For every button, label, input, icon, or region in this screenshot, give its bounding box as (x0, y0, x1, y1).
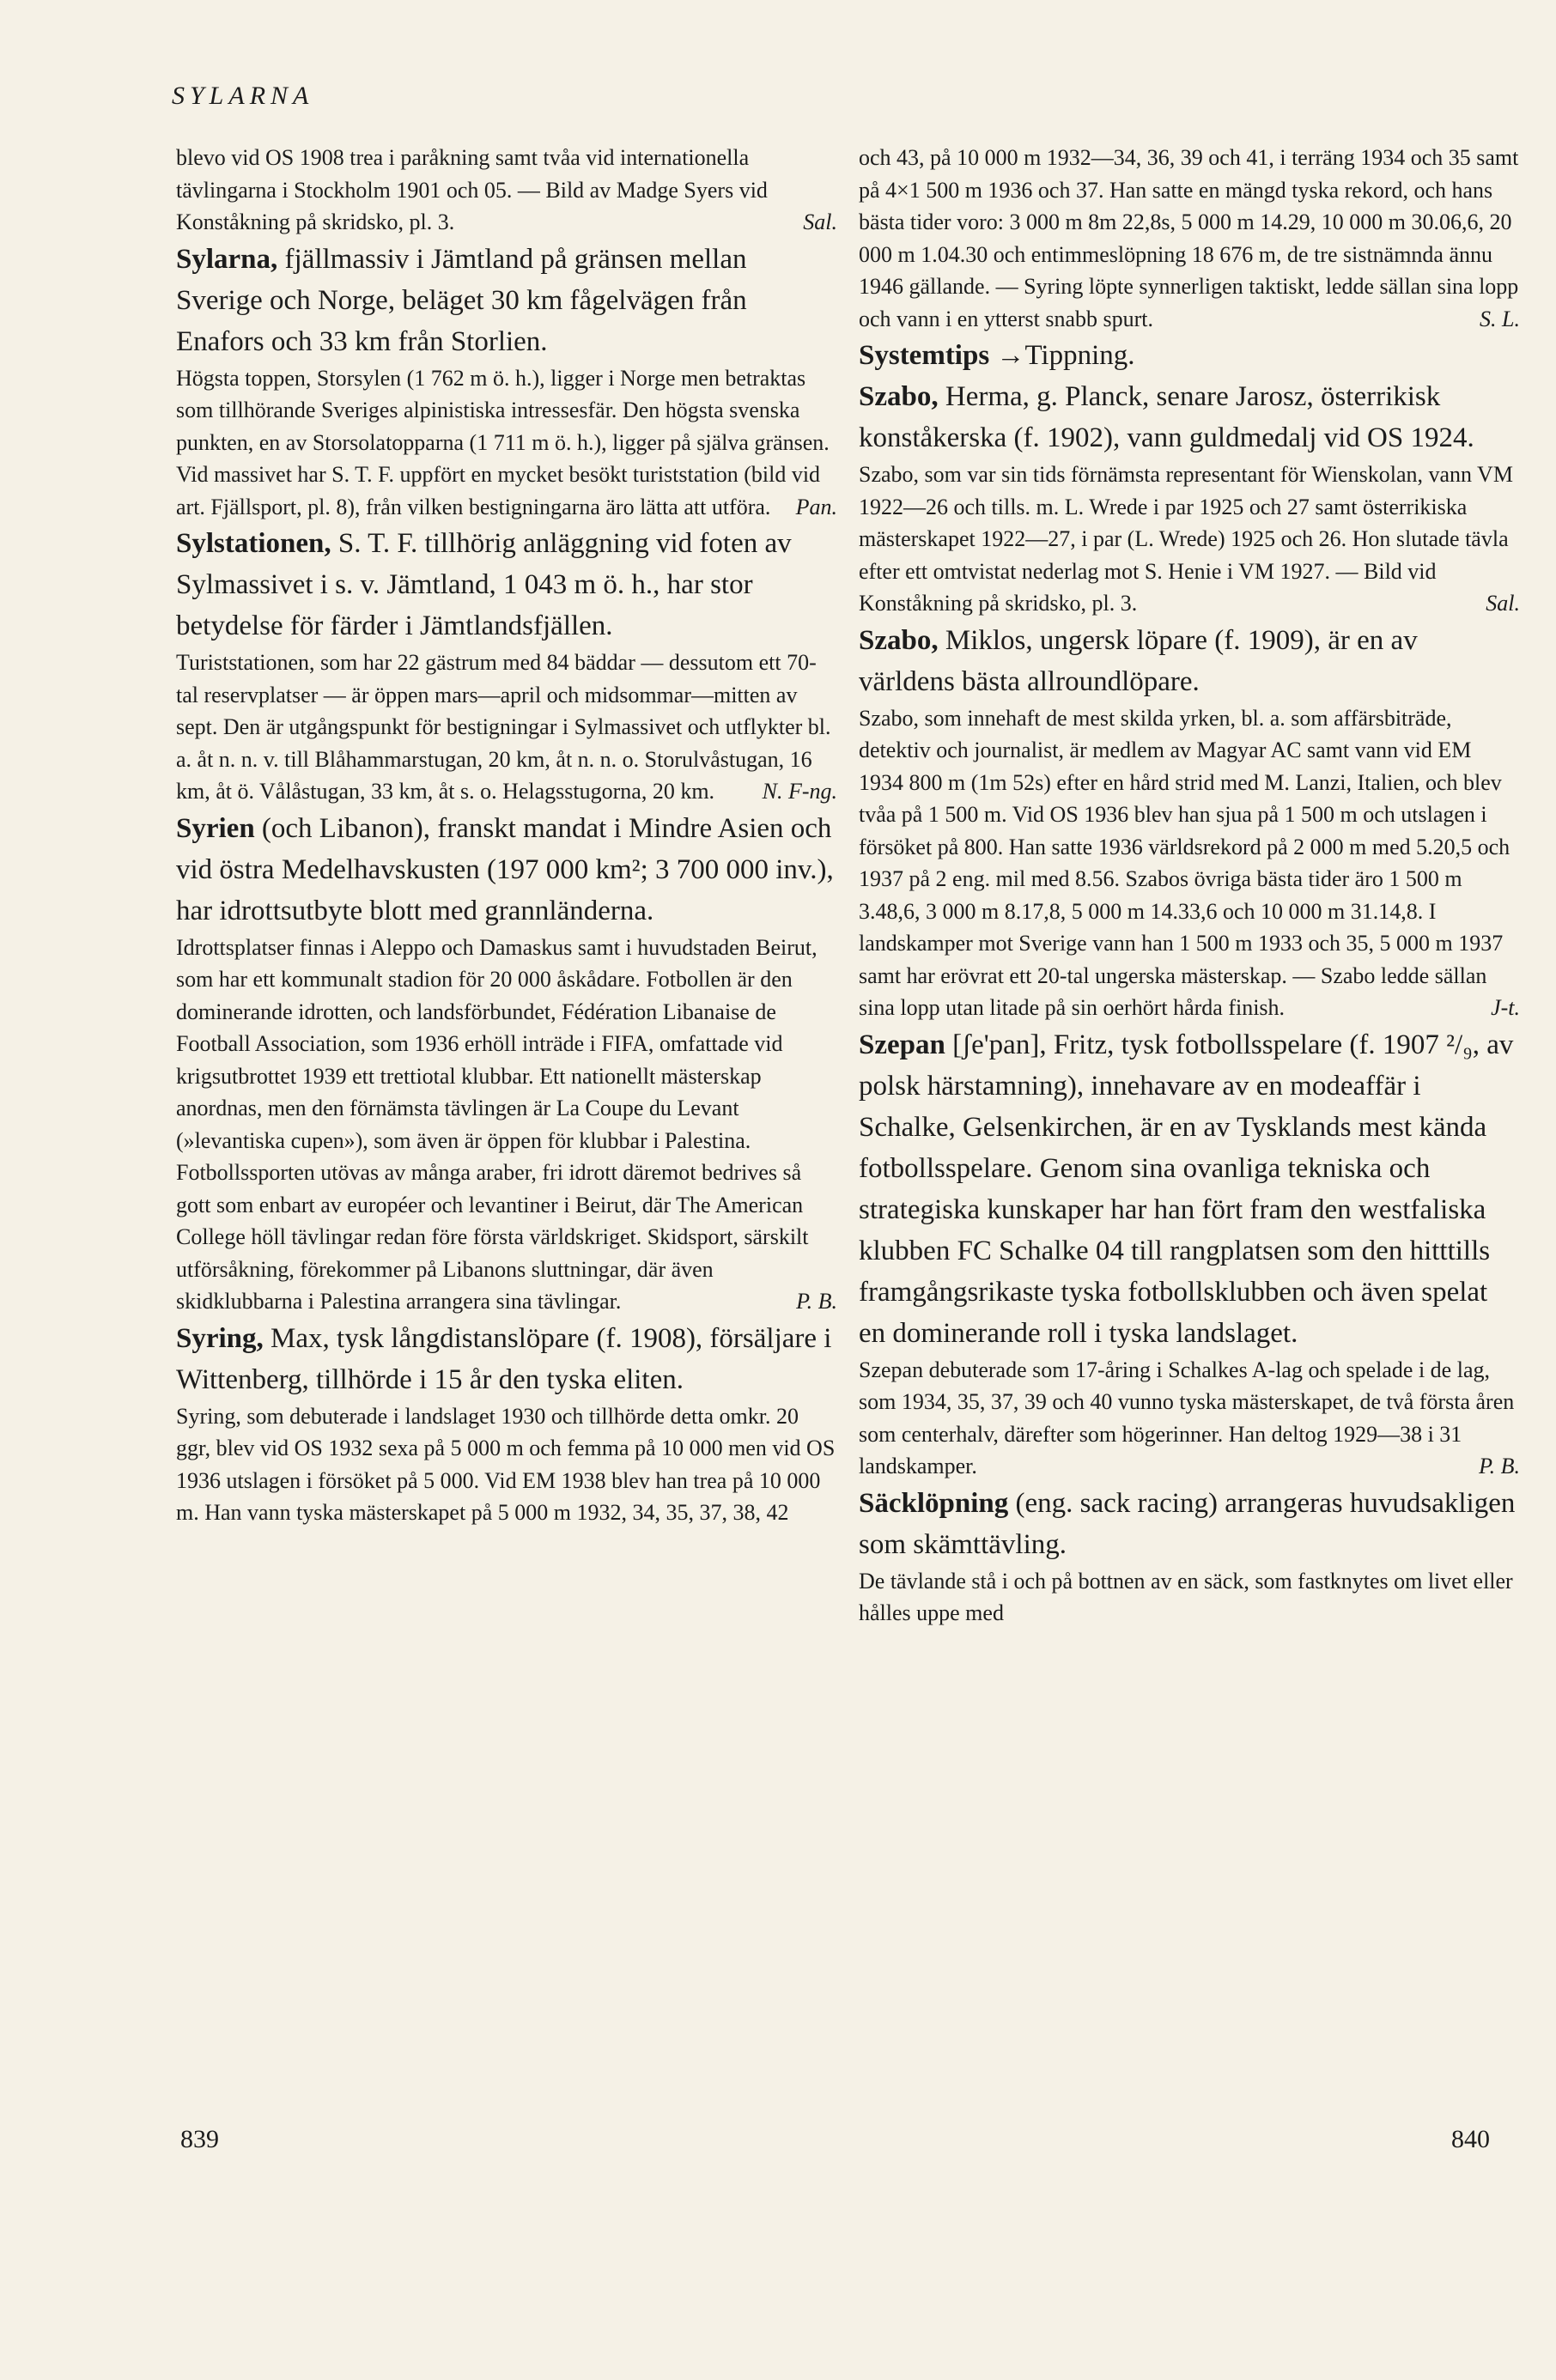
entry-syring: Syring, Max, tysk långdistanslöpare (f. 1908), försäljare i Wittenberg, tillhörde i 15 år den tyska eliten. (176, 1322, 832, 1395)
entry-szabo-miklos-body: Szabo, som innehaft de mest skilda yrken, bl. a. som affärsbiträde, detektiv och journalist, är medlem av Magyar AC samt vann vid EM 1934 800 m (1m 52s) efter en hård strid med M. Lanzi, Italien, och blev tvåa på 1 500 m. Vid OS 1936 blev han sjua på 1 500 m och utslagen i försöket på 800. Han satte 1936 världsrekord på 2 000 m med 5.20,5 och 1937 på 2 eng. mil med 8.56. Szabos övriga bästa tider äro 1 500 m 3.48,6, 3 000 m 8.17,8, 5 000 m 14.33,6 och 10 000 m 31.14,8. I landskamper mot Sverige vann han 1 500 m 1933 och 35, 5 000 m 1937 samt har erövrat ett 20-tal ungerska mästerskap. — Szabo ledde sällan sina lopp utan litade på sin oerhört hårda finish. J-t. (859, 702, 1520, 1024)
entry-sylstationen: Sylstationen, S. T. F. tillhörig anläggning vid foten av Sylmassivet i s. v. Jämtland, 1 043 m ö. h., har stor betydelse för färder i Jämtlandsfjällen. (176, 528, 792, 641)
entry-szabo-miklos: Szabo, Miklos, ungersk löpare (f. 1909), är en av världens bästa allroundlöpare. (859, 624, 1418, 697)
headword: Szabo, (859, 624, 939, 656)
signature: S. L. (1480, 306, 1520, 331)
headword: Systemtips (859, 340, 990, 371)
entry-syrien: Syrien (och Libanon), franskt mandat i Mindre Asien och vid östra Medelhavskusten (197 000 km²; 3 700 000 inv.), har idrottsutbyte blott med grannländerna. (176, 812, 834, 926)
headword: Syring, (176, 1322, 264, 1354)
entry-syring-body: Syring, som debuterade i landslaget 1930 och tillhörde detta omkr. 20 ggr, blev vid OS 1932 sexa på 5 000 m och femma på 10 000 men vid OS 1936 utslagen i försöket på 5 000. Vid EM 1938 blev han trea på 10 000 m. Han vann tyska mästerskapet på 5 000 m 1932, 34, 35, 37, 38, 42 (176, 1403, 836, 1525)
signature: Sal. (803, 209, 837, 234)
signature: Pan. (795, 494, 837, 519)
entry-szabo-herma: Szabo, Herma, g. Planck, senare Jarosz, österrikisk konståkerska (f. 1902), vann guldmedalj vid OS 1924. (859, 381, 1474, 453)
entry-sylarna: Sylarna, fjällmassiv i Jämtland på gränsen mellan Sverige och Norge, beläget 30 km fågelvägen från Enafors och 33 km från Storlien. (176, 243, 747, 357)
entry-syrien-body: Idrottsplatser finnas i Aleppo och Damaskus samt i huvudstaden Beirut, som har ett kommunalt stadion för 20 000 åskådare. Fotbollen är den dominerande idrotten, och landsförbundet, Fédération Libanaise de Football Association, som 1936 erhöll inträde i FIFA, omfattade vid krigsutbrottet 1939 ett trettiotal klubbar. Ett nationellt mästerskap anordnas, men den förnämsta tävlingen är La Coupe du Levant (»levantiska cupen»), som även är öppen för klubbar i Palestina. Fotbollssporten utövas av många araber, fri idrott däremot bedrives så gott som enbart av européer och levantiner i Beirut, där The American College höll tävlingar redan före första världskriget. Skidsport, särskilt utförsåkning, förekommer på Libanons sluttningar, där även skidklubbarna i Palestina arrangera sina tävlingar. P. B. (176, 932, 837, 1318)
entry-szepan: Szepan [ʃe'pan], Fritz, tysk fotbollsspelare (f. 1907 ²/₉, av polsk härstamning), innehavare av en modeaffär i Schalke, Gelsenkirchen, är en av Tysklands mest kända fotbollsspelare. Genom sina ovanliga tekniska och strategiska kunskaper har han fört fram den westfaliska klubben FC Schalke 04 till rangplatsen som den hitttills framgångsrikaste tyska fotbollsklubben och även spelat en dominerande roll i tyska landslaget. (859, 1029, 1514, 1349)
headword: Säcklöpning (859, 1487, 1009, 1519)
page-number-right: 840 (1451, 2125, 1490, 2153)
entry-sylarna-body: Högsta toppen, Storsylen (1 762 m ö. h.), ligger i Norge men betraktas som tillhörande Sveriges alpinistiska intressesfär. Den högsta svenska punkten, en av Storsolatopparna (1 711 m ö. h.), ligger på själva gränsen. Vid massivet har S. T. F. uppfört en mycket besökt turiststation (bild vid art. Fjällsport, pl. 8), från vilken bestigningarna äro lätta att utföra. Pan. (176, 362, 837, 524)
entry-syers-continuation: blevo vid OS 1908 trea i paråkning samt tvåa vid internationella tävlingarna i Stockholm 1901 och 05. — Bild av Madge Syers vid Konståkning på skridsko, pl. 3. Sal. (176, 142, 837, 239)
entry-szepan-body: Szepan debuterade som 17-åring i Schalkes A-lag och spelade i de lag, som 1934, 35, 37, 39 och 40 vunno tyska mästerskapet, de två första åren som centerhalv, därefter som högerinner. Han deltog 1929—38 i 31 landskamper. P. B. (859, 1354, 1520, 1483)
entry-sylstationen-body: Turiststationen, som har 22 gästrum med 84 bäddar — dessutom ett 70-tal reservplatser — är öppen mars—april och midsommar—mitten av sept. Den är utgångspunkt för bestigningar i Sylmassivet och utflykter bl. a. åt n. n. v. till Blåhammarstugan, 20 km, åt n. n. o. Storulvåstugan, 16 km, åt ö. Vålåstugan, 33 km, åt s. o. Helagsstugorna, 20 km. N. F-ng. (176, 647, 837, 808)
signature: P. B. (1479, 1454, 1520, 1478)
signature: J-t. (1491, 995, 1520, 1020)
entry-syring-continuation: och 43, på 10 000 m 1932—34, 36, 39 och 41, i terräng 1934 och 35 samt på 4×1 500 m 1936 och 37. Han satte en mängd tyska rekord, och hans bästa tider voro: 3 000 m 8m 22,8s, 5 000 m 14.29, 10 000 m 30.06,6, 20 000 m 1.04.30 och entimmeslöpning 18 676 m, de tre sistnämnda ännu 1946 gällande. — Syring löpte synnerligen taktiskt, ledde sällan sina lopp och vann i en ytterst snabb spurt. S. L. (859, 142, 1520, 335)
left-column (176, 142, 837, 1529)
headword: Szabo, (859, 381, 939, 412)
page-number-left: 839 (180, 2125, 219, 2153)
running-head: SYLARNA (172, 82, 314, 110)
signature: P. B. (796, 1289, 837, 1314)
signature: Sal. (1486, 591, 1520, 616)
signature: N. F-ng. (762, 779, 837, 804)
right-column (859, 142, 1520, 1630)
entry-systemtips: Systemtips →Tippning. (859, 340, 1135, 371)
headword: Szepan (859, 1029, 945, 1060)
headword: Syrien (176, 812, 255, 844)
entry-sacklopning-body: De tävlande stå i och på bottnen av en säck, som fastknytes om livet eller hålles uppe med (859, 1568, 1513, 1625)
entry-sacklopning: Säcklöpning (eng. sack racing) arrangeras huvudsakligen som skämttävling. (859, 1487, 1516, 1560)
entry-szabo-herma-body: Szabo, som var sin tids förnämsta representant för Wienskolan, vann VM 1922—26 och tills. m. L. Wrede i par 1925 och 27 samt österrikiska mästerskapet 1922—27, i par (L. Wrede) 1925 och 26. Hon slutade tävla efter ett omtvistat nederlag mot S. Henie i VM 1927. — Bild vid Konståkning på skridsko, pl. 3. Sal. (859, 458, 1520, 620)
headword: Sylstationen, (176, 528, 331, 559)
headword: Sylarna, (176, 243, 278, 275)
